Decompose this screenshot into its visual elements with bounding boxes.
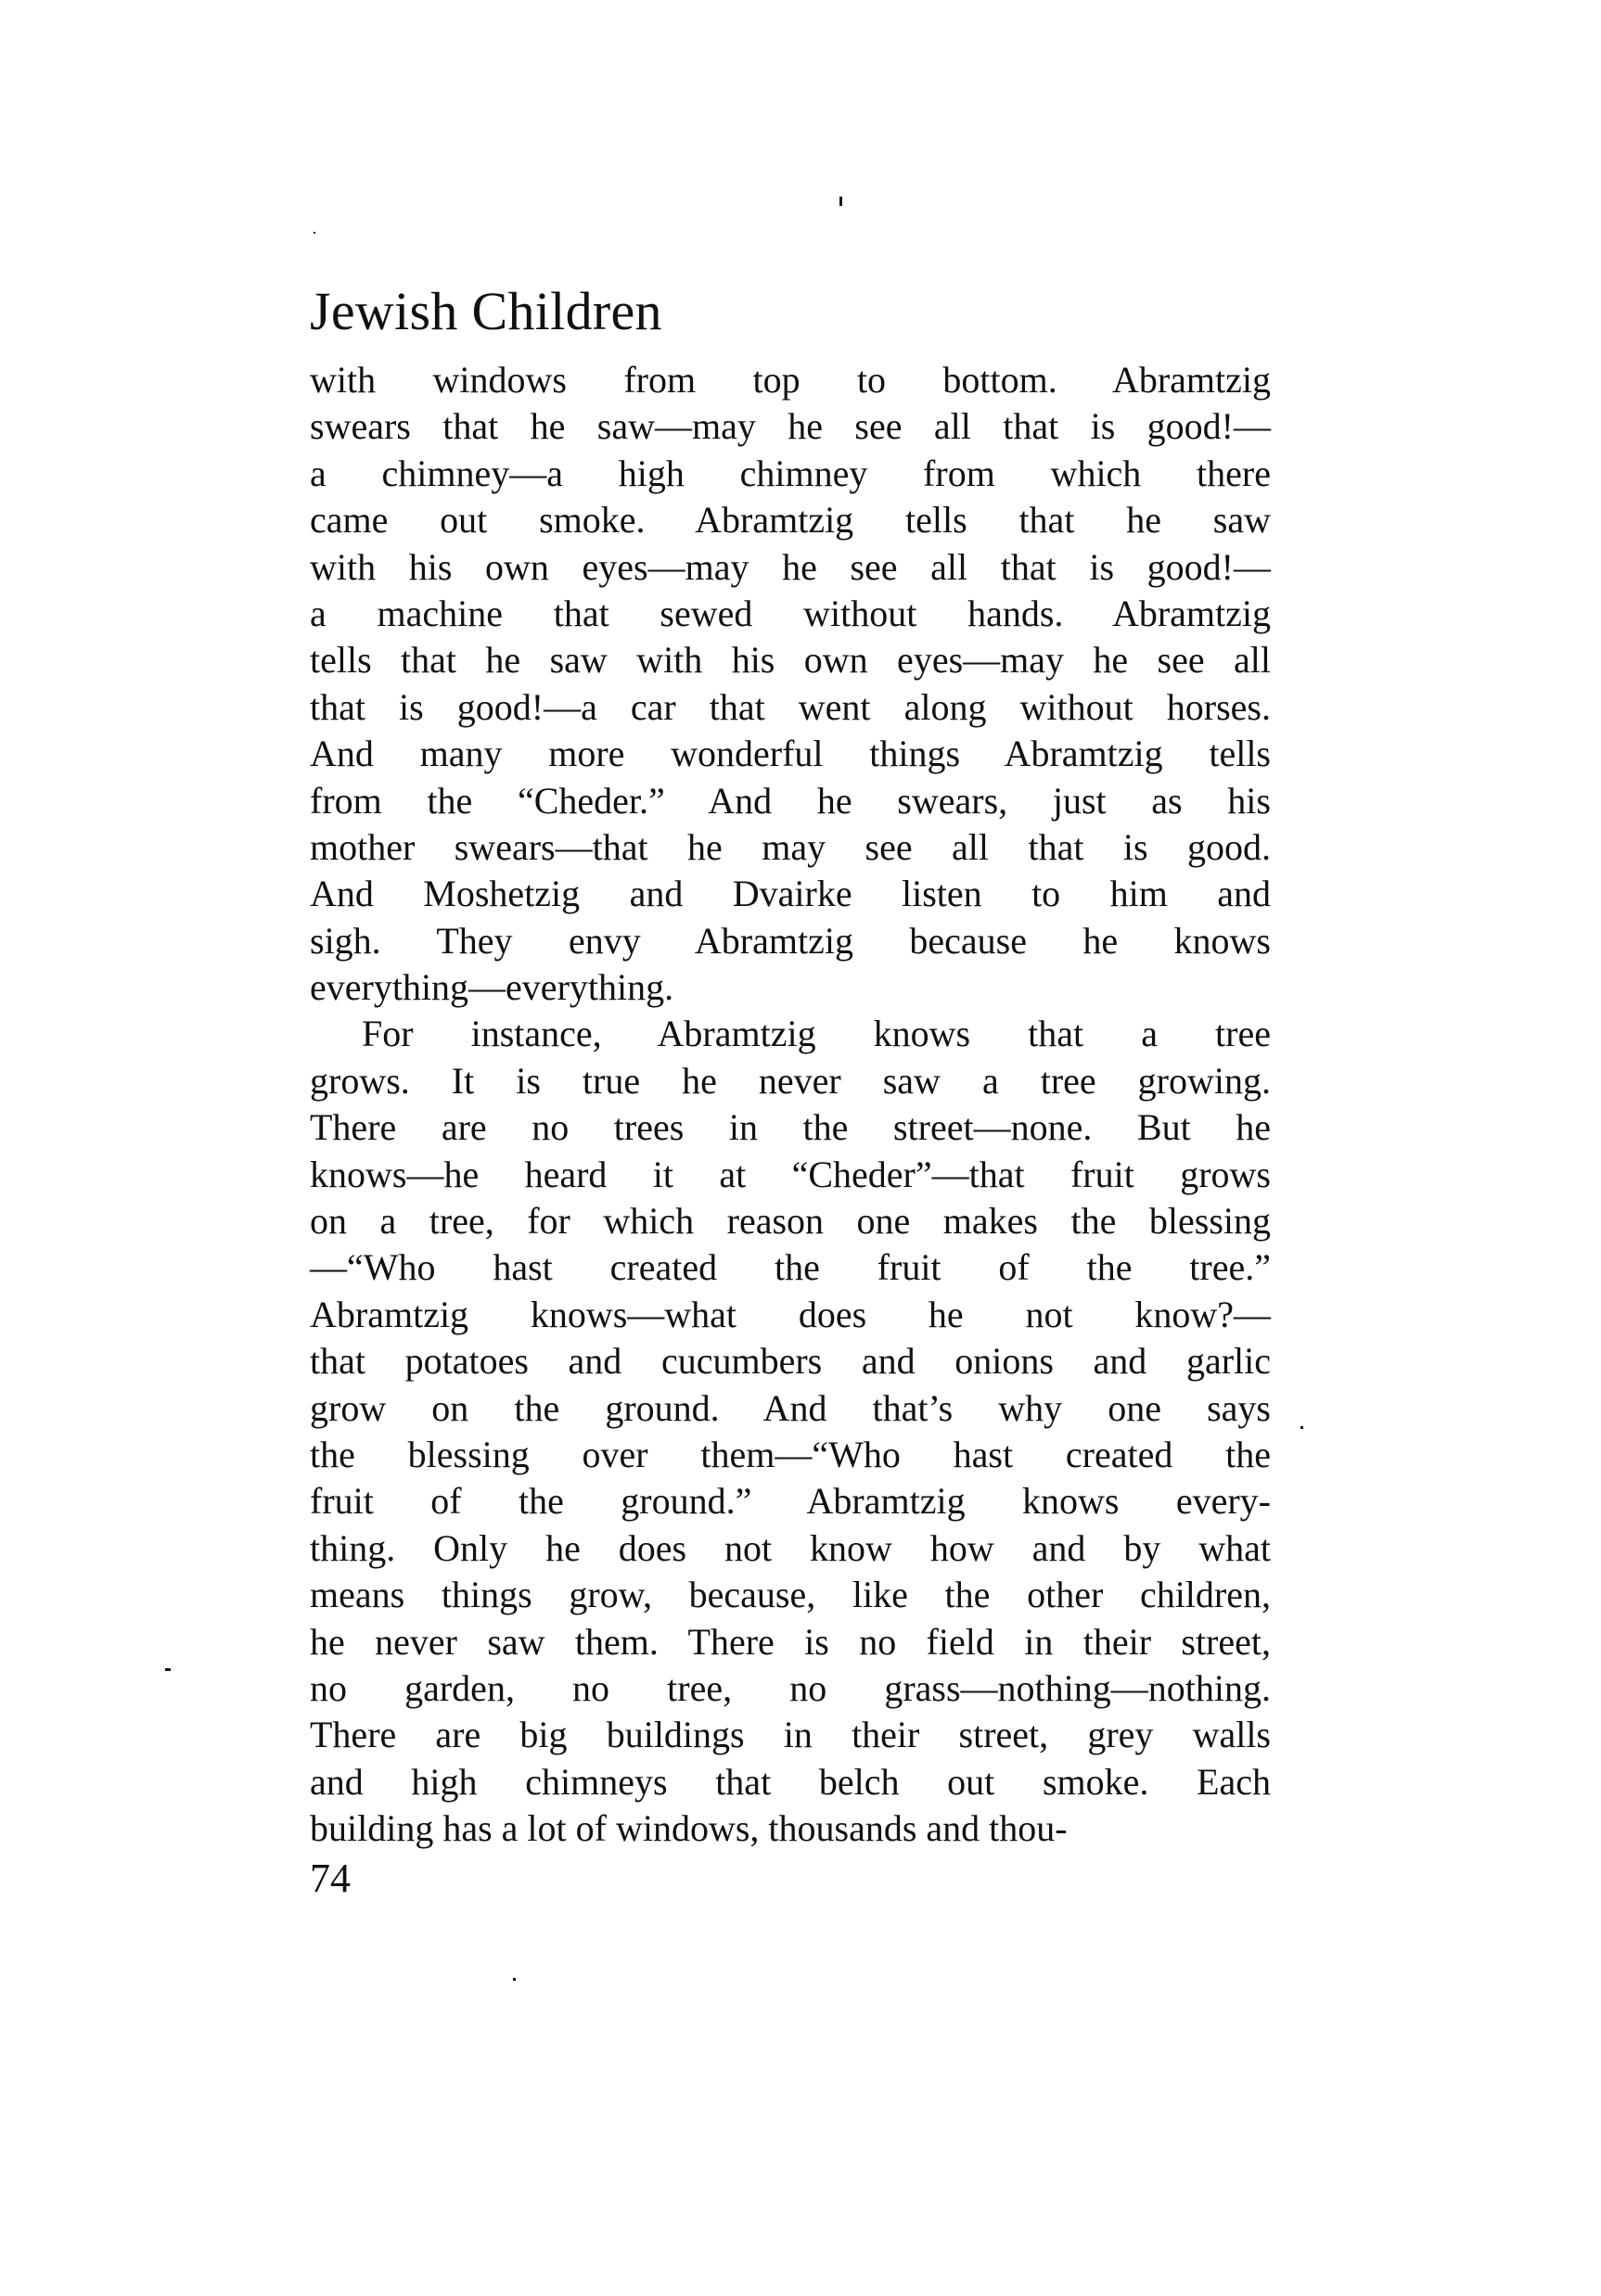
text-line: knows—he heard it at “Cheder”—that fruit grows	[310, 1153, 1271, 1195]
text-line: tells that he saw with his own eyes—may he see all	[310, 639, 1271, 682]
text-line: on a tree, for which reason one makes the blessing	[310, 1200, 1271, 1243]
text-line: that is good!—a car that went along without horses.	[310, 685, 1271, 728]
body-text	[310, 357, 1271, 1853]
page-number: 74	[310, 1856, 351, 1901]
text-line: from the “Cheder.” And he swears, just as his	[310, 779, 1271, 822]
text-line: everything—everything.	[310, 966, 674, 1009]
text-line: grows. It is true he never saw a tree growing.	[310, 1059, 1271, 1102]
print-speck	[839, 197, 842, 206]
text-line: with windows from top to bottom. Abramtzig	[310, 359, 1271, 401]
text-line: grow on the ground. And that’s why one says	[310, 1386, 1271, 1429]
text-line: —“Who hast created the fruit of the tree.”	[310, 1246, 1271, 1289]
print-speck	[1300, 1426, 1303, 1429]
text-line: with his own eyes—may he see all that is good!—	[310, 545, 1271, 588]
print-speck	[165, 1668, 171, 1671]
text-line: Abramtzig knows—what does he not know?—	[310, 1293, 1271, 1335]
text-line: swears that he saw—may he see all that is good!—	[310, 405, 1271, 448]
text-line: means things grow, because, like the other children,	[310, 1574, 1271, 1616]
text-line: There are big buildings in their street, grey walls	[310, 1714, 1271, 1756]
text-line: a machine that sewed without hands. Abramtzig	[310, 592, 1271, 634]
text-line: And Moshetzig and Dvairke listen to him and	[310, 873, 1271, 915]
text-line: thing. Only he does not know how and by what	[310, 1526, 1271, 1569]
running-header: Jewish Children	[310, 281, 662, 341]
text-line: and high chimneys that belch out smoke. Each	[310, 1760, 1271, 1803]
text-line: building has a lot of windows, thousands and thou-	[310, 1807, 1068, 1850]
text-line: For instance, Abramtzig knows that a tree	[362, 1013, 1271, 1055]
text-line: fruit of the ground.” Abramtzig knows every-	[310, 1480, 1271, 1523]
text-line: And many more wonderful things Abramtzig tells	[310, 733, 1271, 775]
text-line: mother swears—that he may see all that is good.	[310, 825, 1271, 868]
text-line: that potatoes and cucumbers and onions and garlic	[310, 1340, 1271, 1383]
text-line: There are no trees in the street—none. But he	[310, 1106, 1271, 1149]
text-line: the blessing over them—“Who hast created the	[310, 1433, 1271, 1475]
print-speck	[513, 1978, 516, 1981]
text-line: sigh. They envy Abramtzig because he knows	[310, 919, 1271, 962]
text-line: no garden, no tree, no grass—nothing—nothing.	[310, 1666, 1271, 1709]
text-line: he never saw them. There is no field in their street,	[310, 1620, 1271, 1663]
text-line: a chimney—a high chimney from which there	[310, 452, 1271, 494]
text-line: came out smoke. Abramtzig tells that he saw	[310, 499, 1271, 542]
print-speck	[314, 232, 315, 234]
